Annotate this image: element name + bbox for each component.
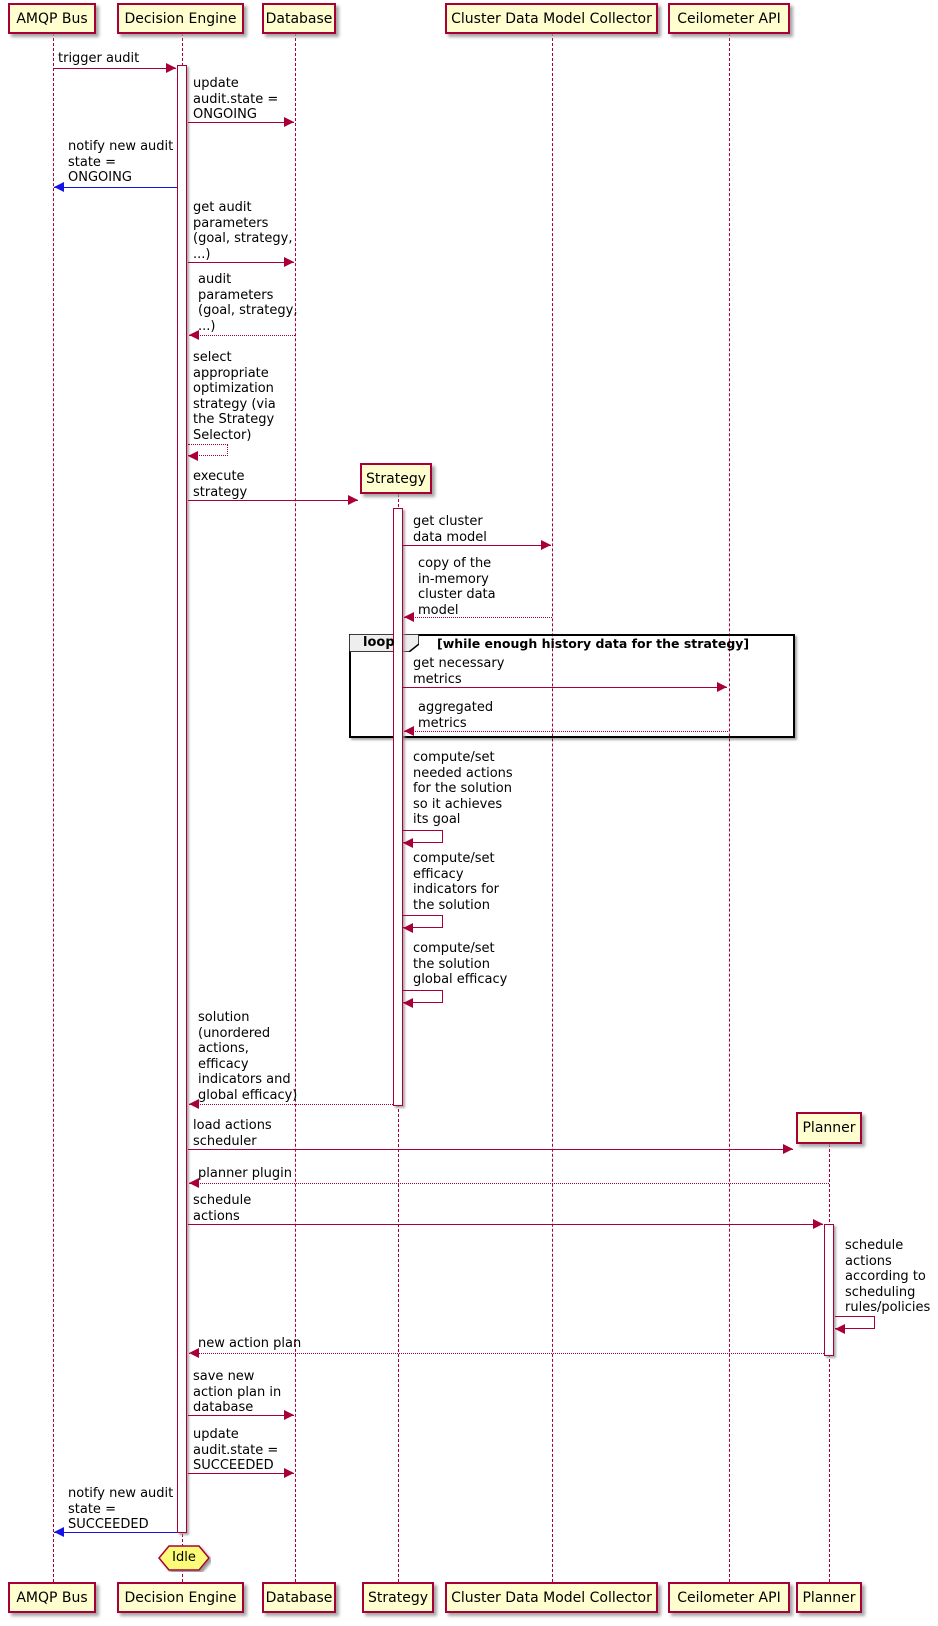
message-17-schedule-line xyxy=(188,1224,823,1225)
participant-bottom-strategy: Strategy xyxy=(362,1582,434,1613)
message-1-update-label: update xyxy=(193,76,239,91)
arrowhead xyxy=(403,998,413,1008)
message-5-select-label: Selector) xyxy=(193,427,252,443)
activation-decision-engine xyxy=(177,65,187,1533)
message-20-save-new-label: database xyxy=(193,1400,254,1415)
message-15-load-actions-label: load actions xyxy=(193,1118,272,1133)
message-1-update-label: ONGOING xyxy=(193,107,257,122)
message-6-execute-line xyxy=(188,500,358,501)
participant-top-database: Database xyxy=(262,3,336,34)
arrowhead xyxy=(813,1219,823,1229)
message-11-compute-set-label: needed actions xyxy=(413,765,513,781)
message-11-compute-set-label: its goal xyxy=(413,812,461,827)
message-5-select-label: strategy (via xyxy=(193,396,276,412)
participant-bottom-database: Database xyxy=(262,1582,336,1613)
participant-bottom-decision-engine: Decision Engine xyxy=(117,1582,244,1613)
message-4-audit-line xyxy=(189,335,295,336)
arrowhead xyxy=(284,117,294,127)
message-15-load-actions-line xyxy=(188,1149,793,1150)
arrowhead xyxy=(189,330,199,340)
message-2-notify-new-audit-label: ONGOING xyxy=(68,170,132,185)
participant-top-amqp-bus: AMQP Bus xyxy=(8,3,96,34)
arrowhead xyxy=(404,612,414,622)
message-3-get-audit-label: parameters xyxy=(193,215,269,231)
activation-planner xyxy=(824,1224,834,1356)
message-4-audit-label: ...) xyxy=(198,318,216,334)
message-22-notify-new-audit-label: state = xyxy=(68,1501,116,1517)
message-3-get-audit-label: ...) xyxy=(193,246,211,262)
message-3-get-audit-label: get audit xyxy=(193,200,252,215)
message-6-execute-label: execute xyxy=(193,469,245,484)
message-14-solution-label: indicators and xyxy=(198,1072,291,1087)
message-17-schedule-label: actions xyxy=(193,1208,240,1224)
message-18-schedule-label: actions xyxy=(845,1253,892,1269)
message-14-solution-label: actions, xyxy=(198,1041,249,1056)
message-11-compute-set-label: so it achieves xyxy=(413,796,503,812)
participant-top-decision-engine: Decision Engine xyxy=(117,3,244,34)
message-19-new-action-plan-label: new action plan xyxy=(198,1336,302,1351)
arrowhead xyxy=(284,1410,294,1420)
message-13-compute-set-label: compute/set xyxy=(413,941,495,956)
message-10-aggregated-label: metrics xyxy=(418,715,467,731)
message-4-audit-label: parameters xyxy=(198,287,274,303)
message-18-schedule-label: rules/policies xyxy=(845,1300,931,1315)
message-3-get-audit-line xyxy=(188,262,294,263)
participant-bottom-planner: Planner xyxy=(796,1582,862,1613)
arrowhead xyxy=(403,923,413,933)
message-10-aggregated-label: aggregated xyxy=(418,700,494,715)
message-8-copy-of-the-label: in-memory xyxy=(418,571,489,587)
message-10-aggregated-line xyxy=(404,731,728,732)
participant-bottom-ceilometer-api: Ceilometer API xyxy=(668,1582,790,1613)
message-8-copy-of-the-label: model xyxy=(418,602,459,618)
message-14-solution-label: efficacy xyxy=(198,1056,249,1072)
arrowhead xyxy=(717,682,727,692)
message-5-select-label: optimization xyxy=(193,381,274,396)
message-14-solution-label: global efficacy) xyxy=(198,1087,298,1103)
arrowhead xyxy=(284,1468,294,1478)
message-13-compute-set-label: the solution xyxy=(413,956,490,972)
message-14-solution-label: (unordered xyxy=(198,1025,271,1041)
message-6-execute-label: strategy xyxy=(193,484,248,500)
arrowhead xyxy=(403,838,413,848)
message-21-update-label: update xyxy=(193,1427,239,1442)
arrowhead xyxy=(188,451,198,461)
message-11-compute-set-label: compute/set xyxy=(413,750,495,765)
message-9-get-necessary-label: metrics xyxy=(413,671,462,687)
message-19-new-action-plan-line xyxy=(189,1353,824,1354)
message-22-notify-new-audit-label: notify new audit xyxy=(68,1486,174,1501)
message-20-save-new-label: action plan in xyxy=(193,1384,282,1400)
arrowhead xyxy=(166,63,176,73)
arrowhead xyxy=(189,1099,199,1109)
message-5-select-label: the Strategy xyxy=(193,412,275,427)
arrowhead xyxy=(284,257,294,267)
message-12-compute-set-label: efficacy xyxy=(413,866,464,882)
message-21-update-label: audit.state = xyxy=(193,1442,279,1458)
message-11-compute-set-label: for the solution xyxy=(413,781,512,796)
arrowhead xyxy=(348,495,358,505)
message-13-compute-set-label: global efficacy xyxy=(413,972,508,987)
message-12-compute-set-label: the solution xyxy=(413,897,490,913)
activation-strategy xyxy=(393,508,403,1106)
message-7-get-cluster-label: get cluster xyxy=(413,514,483,529)
participant-top-ceilometer-api: Ceilometer API xyxy=(668,3,790,34)
message-14-solution-label: solution xyxy=(198,1010,250,1025)
message-15-load-actions-label: scheduler xyxy=(193,1133,257,1149)
message-7-get-cluster-line xyxy=(403,545,551,546)
message-8-copy-of-the-label: cluster data xyxy=(418,587,496,602)
message-0-trigger-audit-line xyxy=(53,68,176,69)
message-16-planner-plugin-label: planner plugin xyxy=(198,1166,292,1181)
message-18-schedule-label: according to xyxy=(845,1269,926,1284)
message-1-update-label: audit.state = xyxy=(193,91,279,107)
loop-condition: [while enough history data for the strategy] xyxy=(437,636,750,651)
message-9-get-necessary-line xyxy=(403,687,727,688)
arrowhead xyxy=(404,726,414,736)
message-4-audit-label: (goal, strategy, xyxy=(198,303,298,318)
message-0-trigger-audit-label: trigger audit xyxy=(58,51,140,66)
arrowhead xyxy=(189,1178,199,1188)
participant-bottom-amqp-bus: AMQP Bus xyxy=(8,1582,96,1613)
arrowhead xyxy=(189,1348,199,1358)
message-8-copy-of-the-label: copy of the xyxy=(418,556,492,571)
arrowhead xyxy=(54,1527,64,1537)
loop-keyword: loop xyxy=(363,635,395,650)
arrowhead xyxy=(54,182,64,192)
lifeline-cluster-data-model-collector xyxy=(552,33,553,1582)
lifeline-amqp-bus xyxy=(53,33,54,1582)
end-state-label: Idle xyxy=(172,1550,196,1565)
message-16-planner-plugin-line xyxy=(189,1183,829,1184)
arrowhead xyxy=(541,540,551,550)
message-7-get-cluster-label: data model xyxy=(413,529,487,545)
lifeline-ceilometer-api xyxy=(729,33,730,1582)
participant-bottom-cluster-data-model-collector: Cluster Data Model Collector xyxy=(445,1582,658,1613)
arrowhead xyxy=(783,1144,793,1154)
message-2-notify-new-audit-line xyxy=(54,187,177,188)
message-21-update-label: SUCCEEDED xyxy=(193,1458,274,1473)
message-5-select-label: appropriate xyxy=(193,365,269,381)
message-12-compute-set-label: compute/set xyxy=(413,851,495,866)
message-14-solution-line xyxy=(189,1104,393,1105)
message-9-get-necessary-label: get necessary xyxy=(413,656,505,671)
arrowhead xyxy=(835,1324,845,1334)
participant-created-strategy: Strategy xyxy=(360,463,432,494)
message-3-get-audit-label: (goal, strategy, xyxy=(193,231,293,246)
message-2-notify-new-audit-label: state = xyxy=(68,154,116,170)
lifeline-planner xyxy=(829,1144,830,1582)
message-4-audit-label: audit xyxy=(198,272,232,287)
message-18-schedule-label: scheduling xyxy=(845,1284,916,1300)
participant-created-planner: Planner xyxy=(796,1112,862,1144)
message-12-compute-set-label: indicators for xyxy=(413,882,500,897)
participant-top-cluster-data-model-collector: Cluster Data Model Collector xyxy=(445,3,658,34)
message-20-save-new-label: save new xyxy=(193,1369,255,1384)
message-18-schedule-label: schedule xyxy=(845,1238,904,1253)
message-17-schedule-label: schedule xyxy=(193,1193,252,1208)
message-22-notify-new-audit-label: SUCCEEDED xyxy=(68,1517,149,1532)
message-5-select-label: select xyxy=(193,350,232,365)
message-2-notify-new-audit-label: notify new audit xyxy=(68,139,174,154)
